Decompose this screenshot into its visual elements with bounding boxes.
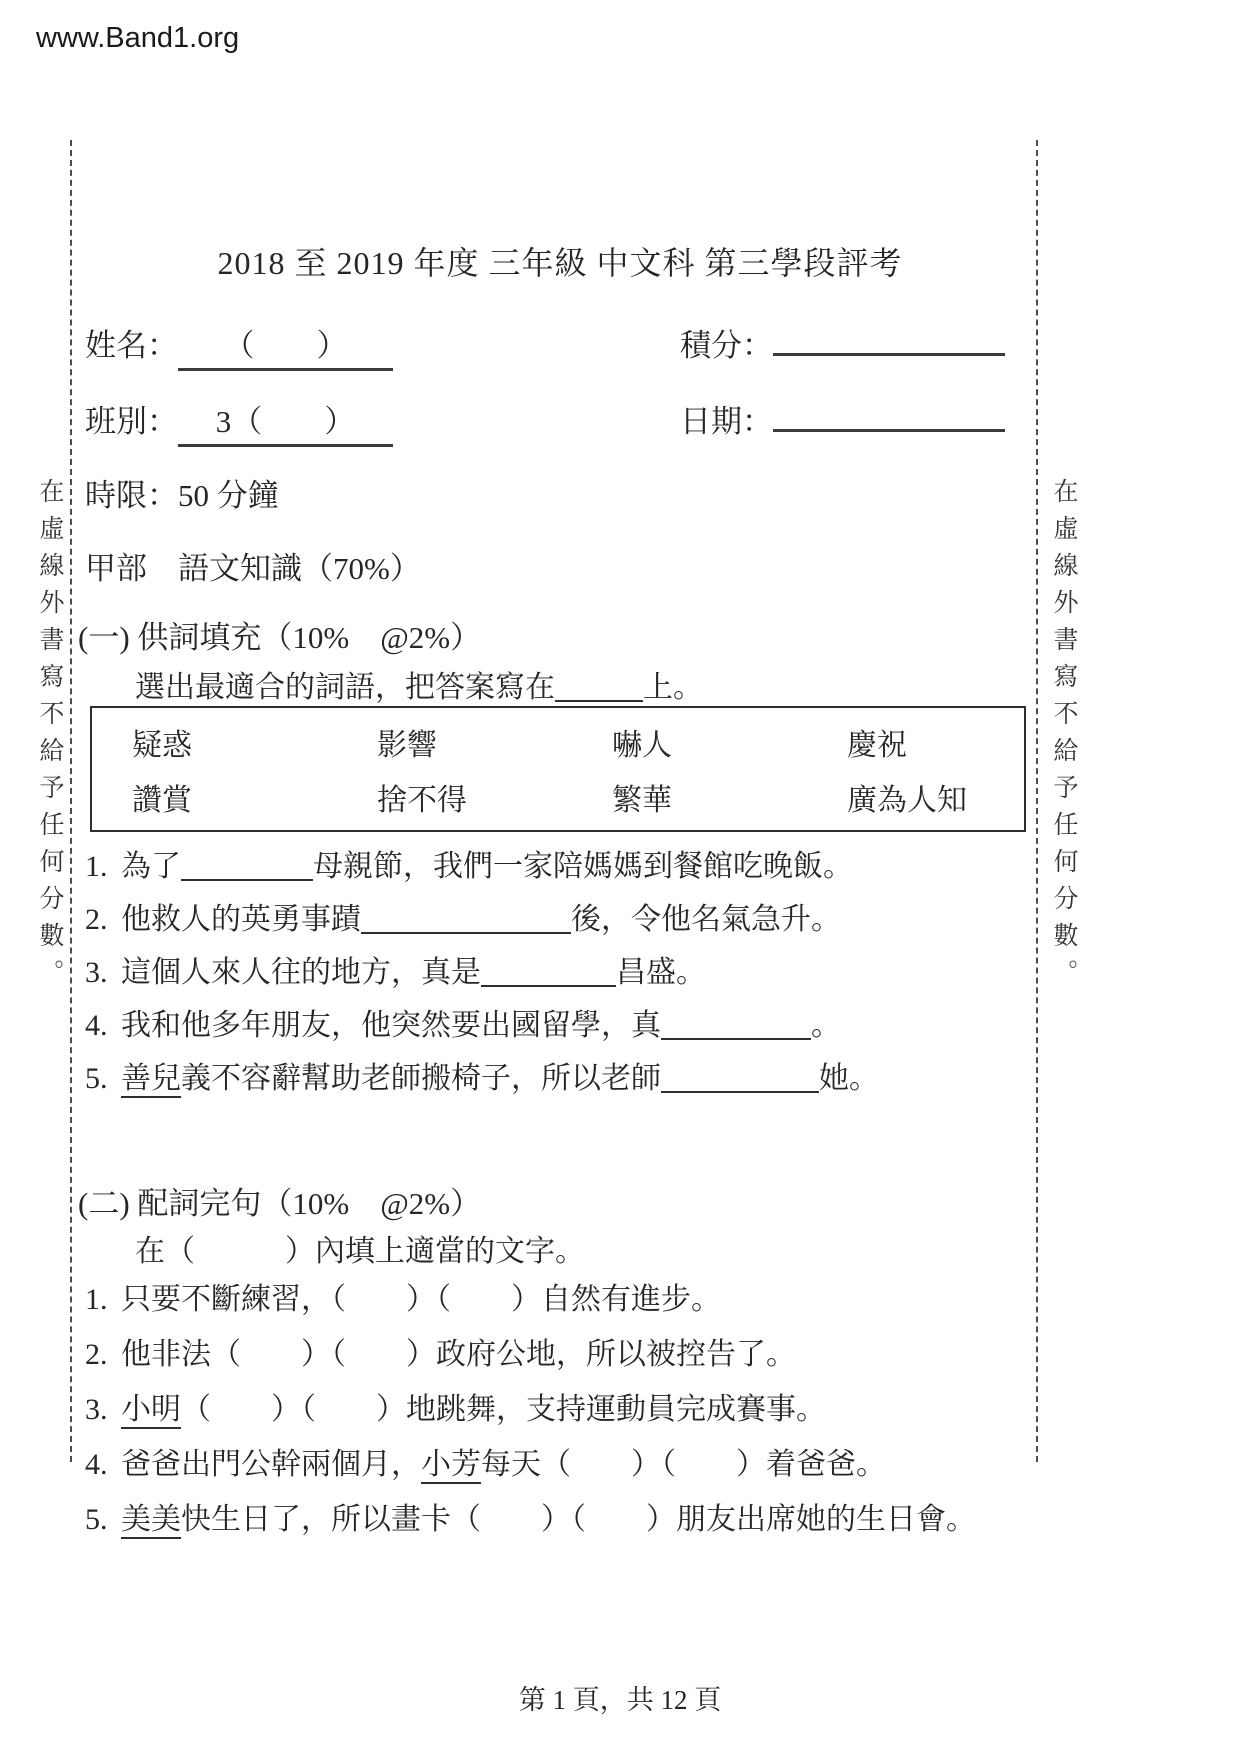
- question-row: [85, 999, 1035, 1052]
- word-bank-box: [90, 706, 1026, 832]
- question-number: 4.: [85, 1448, 108, 1481]
- word-bank-item: 疑惑: [132, 729, 192, 762]
- sentence-text: （ ）（ ）地跳舞，支持運動員完成賽事。: [181, 1393, 826, 1426]
- left-dashed-margin-line: [70, 140, 72, 1462]
- question-number: 5.: [85, 1503, 108, 1536]
- sentence-text: 選出最適合的詞語，把答案寫在: [135, 671, 555, 704]
- score-field: [680, 320, 1005, 365]
- word-bank-item: 繁華: [612, 784, 672, 817]
- question-text: [121, 1382, 1001, 1437]
- question-number: 2.: [85, 903, 108, 936]
- sentence-text: 。: [811, 1009, 841, 1042]
- part1-heading: (一) 供詞填充（10% @2%）: [78, 620, 482, 655]
- question-number: 2.: [85, 1338, 108, 1371]
- date-label: 日期：: [680, 404, 773, 439]
- section-a-heading: 甲部 語文知識（70%）: [85, 551, 421, 586]
- blank-line: [555, 673, 643, 702]
- question-number: 1.: [85, 1283, 108, 1316]
- question-text: [121, 1492, 1001, 1547]
- question-text: [121, 1437, 1001, 1492]
- question-text: [121, 893, 1001, 946]
- date-blank: [773, 426, 1005, 432]
- question-number: 3.: [85, 1393, 108, 1426]
- class-row: [85, 396, 1035, 447]
- sentence-text: 母親節，我們一家陪媽媽到餐館吃晚飯。: [313, 850, 853, 883]
- word-bank-item: 影響: [377, 729, 437, 762]
- question-row: [85, 1382, 1035, 1437]
- sentence-text: 他救人的英勇事蹟: [121, 903, 361, 936]
- sentence-text: 我和他多年朋友，他突然要出國留學，真: [121, 1009, 661, 1042]
- sentence-text: 只要不斷練習，（ ）（ ）自然有進步。: [121, 1283, 721, 1316]
- right-dashed-margin-line: [1036, 140, 1038, 1462]
- question-row: [85, 1052, 1035, 1105]
- part2-questions: [85, 1272, 1035, 1547]
- word-bank-row: [92, 718, 1024, 773]
- question-row: [85, 840, 1035, 893]
- question-text: [121, 840, 1001, 893]
- exam-title: 2018 至 2019 年度 三年級 中文科 第三學段評考: [217, 245, 903, 281]
- sentence-text: 他非法（ ）（ ）政府公地，所以被控告了。: [121, 1338, 796, 1371]
- sentence-text: 後，令他名氣急升。: [571, 903, 841, 936]
- sentence-text: 快生日了，所以畫卡（ ）（ ）朋友出席她的生日會。: [181, 1503, 976, 1536]
- underlined-name: 小芳: [421, 1448, 481, 1484]
- underlined-name: 美美: [121, 1503, 181, 1539]
- sentence-text: 昌盛。: [616, 956, 706, 989]
- blank-line: [661, 1064, 819, 1093]
- part1-questions: [85, 840, 1035, 1105]
- sentence-text: 爸爸出門公幹兩個月，: [121, 1448, 421, 1481]
- class-blank: 3（ ）: [178, 396, 393, 447]
- name-row: [85, 320, 1035, 371]
- question-text: [121, 946, 1001, 999]
- blank-line: [181, 852, 313, 881]
- name-blank: （ ）: [178, 320, 393, 371]
- part1-instruction: [135, 662, 703, 706]
- question-row: [85, 893, 1035, 946]
- sentence-text: 上。: [643, 671, 703, 704]
- word-bank-item: 捨不得: [377, 784, 467, 817]
- sentence-text: 義不容辭幫助老師搬椅子，所以老師: [181, 1062, 661, 1095]
- left-margin-note: 在虛線外書寫不給予任何分數。: [36, 478, 63, 996]
- question-text: [121, 1052, 1001, 1105]
- question-row: [85, 1327, 1035, 1382]
- blank-line: [481, 958, 616, 987]
- sentence-text: 每天（ ）（ ）着爸爸。: [481, 1448, 886, 1481]
- question-row: [85, 1437, 1035, 1492]
- question-text: [121, 999, 1001, 1052]
- date-field: [680, 396, 1005, 441]
- word-bank-row: [92, 773, 1024, 828]
- question-number: 1.: [85, 850, 108, 883]
- question-row: [85, 1492, 1035, 1547]
- blank-line: [661, 1011, 811, 1040]
- word-bank-item: 慶祝: [847, 729, 907, 762]
- score-label: 積分：: [680, 328, 773, 363]
- right-margin-note: 在虛線外書寫不給予任何分數。: [1050, 478, 1077, 996]
- question-row: [85, 1272, 1035, 1327]
- question-text: [121, 1272, 1001, 1327]
- word-bank-item: 讚賞: [132, 784, 192, 817]
- underlined-name: 小明: [121, 1393, 181, 1429]
- question-text: [121, 1327, 1001, 1382]
- word-bank-item: 嚇人: [612, 729, 672, 762]
- class-label: 班別：: [85, 404, 178, 439]
- blank-line: [361, 905, 571, 934]
- question-number: 5.: [85, 1062, 108, 1095]
- page-footer: 第 1 頁，共 12 頁: [518, 1685, 722, 1715]
- word-bank-item: 廣為人知: [847, 784, 967, 817]
- part2-heading: (二) 配詞完句（10% @2%）: [78, 1186, 482, 1221]
- sentence-text: 為了: [121, 850, 181, 883]
- question-number: 4.: [85, 1009, 108, 1042]
- score-blank: [773, 350, 1005, 356]
- name-label: 姓名：: [85, 328, 178, 363]
- question-number: 3.: [85, 956, 108, 989]
- question-row: [85, 946, 1035, 999]
- part2-instruction: 在（ ）內填上適當的文字。: [135, 1235, 585, 1268]
- underlined-name: 善兒: [121, 1062, 181, 1098]
- watermark-text: www.Band1.org: [36, 22, 240, 54]
- sentence-text: 她。: [819, 1062, 879, 1095]
- time-limit: 時限：50 分鐘: [85, 478, 279, 513]
- sentence-text: 這個人來人往的地方，真是: [121, 956, 481, 989]
